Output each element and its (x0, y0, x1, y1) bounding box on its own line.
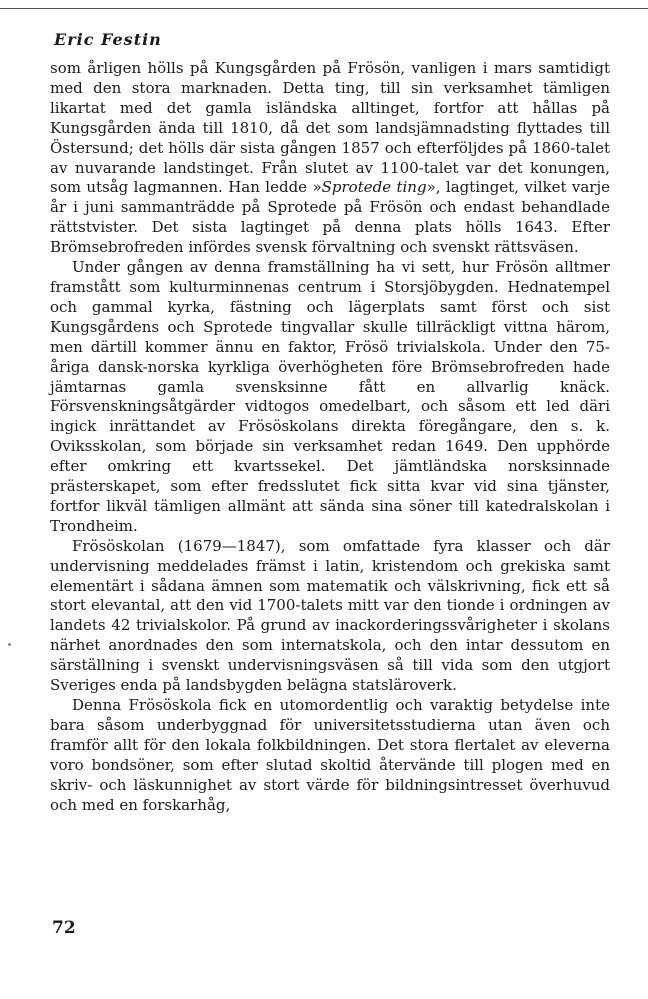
page-number: 72 (52, 918, 76, 938)
paragraph-4-text: Denna Frösöskola fick en utomordentlig och varaktig betydelse inte bara såsom underbyggnad för universitetsstudierna utan även och framför allt för den lokala folkbildningen. Det stora flertalet av eleverna voro bondsöner, som efter slutad skoltid återvände till plogen med en skriv- och läskunnighet av stort värde för bildningsintresset överhuvud och med en forskarhåg, (50, 696, 610, 814)
paragraph-3-text: Frösöskolan (1679—1847), som omfattade fyra klasser och där undervisning meddelades främst i latin, kristendom och grekiska samt elementärt i sådana ämnen som matematik och välskrivning, fick ett så stort elevantal, att den vid 1700-talets mitt var den tionde i ordningen av landets 42 trivialskolor. På grund av inackorderingssvårigheter i skolans närhet anordnades den som internatskola, och den intar dessutom en särställning i svenskt undervisningsväsen så till vida som den utgjort Sveriges enda på landsbygden belägna statsläroverk. (50, 536, 610, 695)
paragraph-1-text-1: som årligen hölls på Kungsgården på Frösön, vanligen i mars samtidigt med den stora marknaden. Detta ting, till sin verksamhet tämligen likartat med det gamla isländska alltinget, fortfor att hållas på Kungsgården ända till 1810, då det som landsjämnadsting flyttades till Östersund; det hölls där sista gången 1857 och efterföljdes på 1860-talet av nuvarande landstinget. Från slutet av 1100-talet var det konungen, som utsåg lagmannen. Han ledde » (50, 59, 610, 197)
running-head: Eric Festin (54, 30, 162, 49)
paragraph-3 (50, 537, 610, 696)
paragraph-1-text-2: », lagtinget, vilket varje år i juni sammanträdde på Sprotede på Frösön och endast behandlade rättstvister. Det sista lagtinget på denna plats hölls 1643. Efter Brömsebrofreden infördes svensk förvaltning och svenskt rättsväsen. (50, 178, 610, 257)
paragraph-1 (50, 59, 610, 258)
paragraph-2 (50, 258, 610, 537)
margin-mark (8, 643, 11, 646)
page-body (50, 30, 610, 815)
paragraph-4 (50, 696, 610, 815)
paragraph-2-text: Under gången av denna framställning ha vi sett, hur Frösön alltmer framstått som kulturminnenas centrum i Storsjöbygden. Hednatempel och gammal kyrka, fästning och lägerplats samt först och sist Kungsgårdens och Sprotede tingvallar skulle tillräckligt vittna härom, men därtill kommer ännu en faktor, Frösö trivialskola. Under den 75-åriga dansk-norska kyrkliga överhögheten före Brömsebrofreden hade jämtarnas gamla svensksinne fått en allvarlig knäck. Försvenskningsåtgärder vidtogos omedelbart, och såsom ett led däri ingick inrättandet av Frösöskolans direkta föregångare, den s. k. Oviksskolan, som började sin verksamhet redan 1649. Den upphörde efter omkring ett kvartssekel. Det jämtländska norsksinnade prästerskapet, som efter fredsslutet fick sitta kvar vid sina tjänster, fortfor likväl tämligen allmänt att sända sina söner till katedralskolan i Trondheim. (50, 258, 610, 535)
paragraph-1-italic-term: Sprotede ting (321, 178, 427, 197)
top-rule (0, 8, 648, 9)
